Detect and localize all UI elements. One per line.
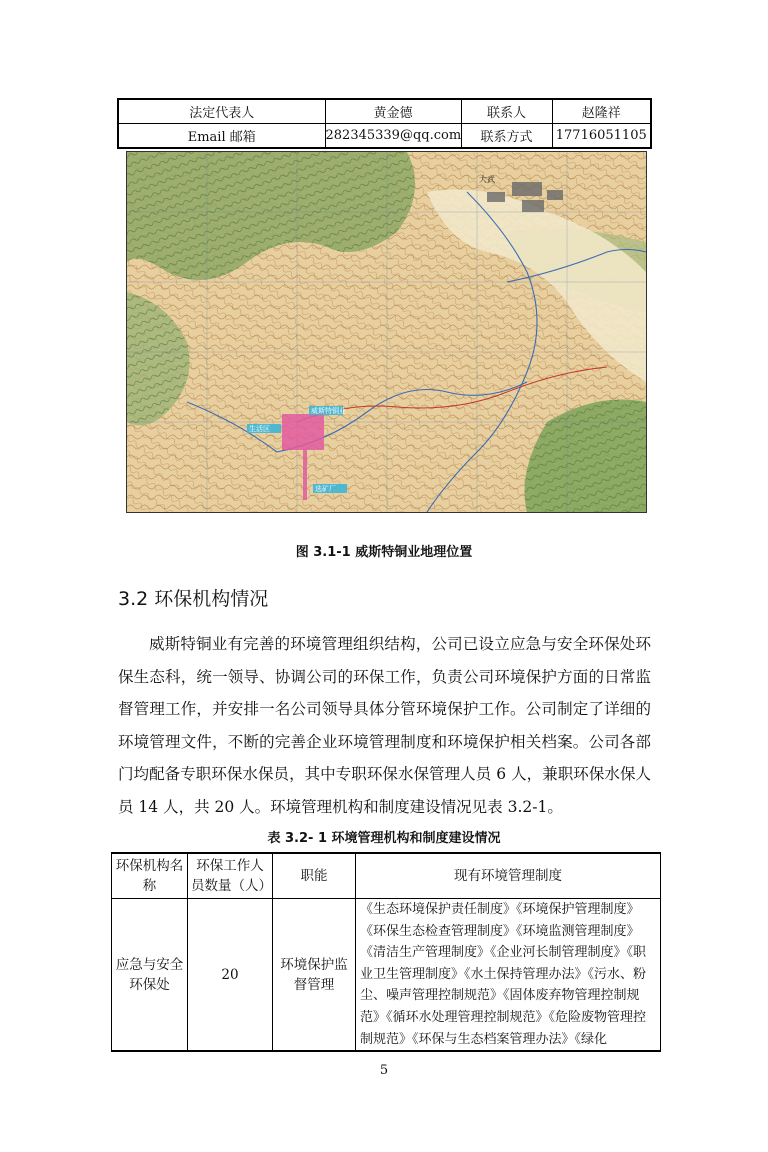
location-map <box>126 151 647 513</box>
table-header: 环保机构名称 <box>112 853 188 899</box>
table-cell: 282345339@qq.com <box>325 124 461 149</box>
table-cell: 联系人 <box>461 99 552 124</box>
map-label-area: 生活区 <box>249 425 270 433</box>
table-cell: 联系方式 <box>461 124 552 149</box>
table-cell: 法定代表人 <box>118 99 325 124</box>
staff-count-cell: 20 <box>188 899 273 1052</box>
table-cell: 黄金德 <box>325 99 461 124</box>
table-row <box>118 99 651 124</box>
table-header: 环保工作人员数量（人） <box>188 853 273 899</box>
figure-caption: 图 3.1-1 威斯特铜业地理位置 <box>295 545 473 560</box>
table-cell: 17716051105 <box>552 124 651 149</box>
table-cell: Email 邮箱 <box>118 124 325 149</box>
rules-cell: 《生态环境保护责任制度》《环境保护管理制度》《环保生态检查管理制度》《环境监测管理制度》《清洁生产管理制度》《企业河长制管理制度》《职业卫生管理制度》《水土保持管理办法》《污水、粉尘、噪声管理控制规范》《固体废弃物管理控制规范》《循环水处理管理控制规范》《危险废物管理控制规范》《环保与生态档案管理办法》《绿化 <box>356 899 661 1052</box>
section-heading: 3.2 环保机构情况 <box>118 588 269 610</box>
org-name-cell: 应急与安全环保处 <box>112 899 188 1052</box>
page-number: 5 <box>379 1063 389 1078</box>
map-label-mine: 威斯特铜业 <box>311 407 346 415</box>
table-header: 职能 <box>273 853 356 899</box>
map-label-town: 大武 <box>479 175 495 184</box>
table-row <box>118 124 651 149</box>
map-label-station: 选矿厂 <box>315 485 336 493</box>
table-row <box>112 899 661 1052</box>
body-paragraph: 威斯特铜业有完善的环境管理组织结构，公司已设立应急与安全环保处环保生态科，统一领导、协调公司的环保工作，负责公司环境保护方面的日常监督管理工作，并安排一名公司领导具体分管环境保护工作。公司制定了详细的环境管理文件，不断的完善企业环境管理制度和环境保护相关档案。公司各部门均配备专职环保水保员，其中专职环保水保管理人员 6 人，兼职环保水保人员 14 人，共 20 人。环境管理机构和制度建设情况见表 3.2-1。 <box>118 635 651 816</box>
org-table <box>111 852 661 1052</box>
table-caption: 表 3.2- 1 环境管理机构和制度建设情况 <box>267 831 501 846</box>
contact-table <box>117 98 652 149</box>
table-cell: 赵隆祥 <box>552 99 651 124</box>
duty-cell: 环境保护监督管理 <box>273 899 356 1052</box>
table-header-row <box>112 853 661 899</box>
table-header: 现有环境管理制度 <box>356 853 661 899</box>
